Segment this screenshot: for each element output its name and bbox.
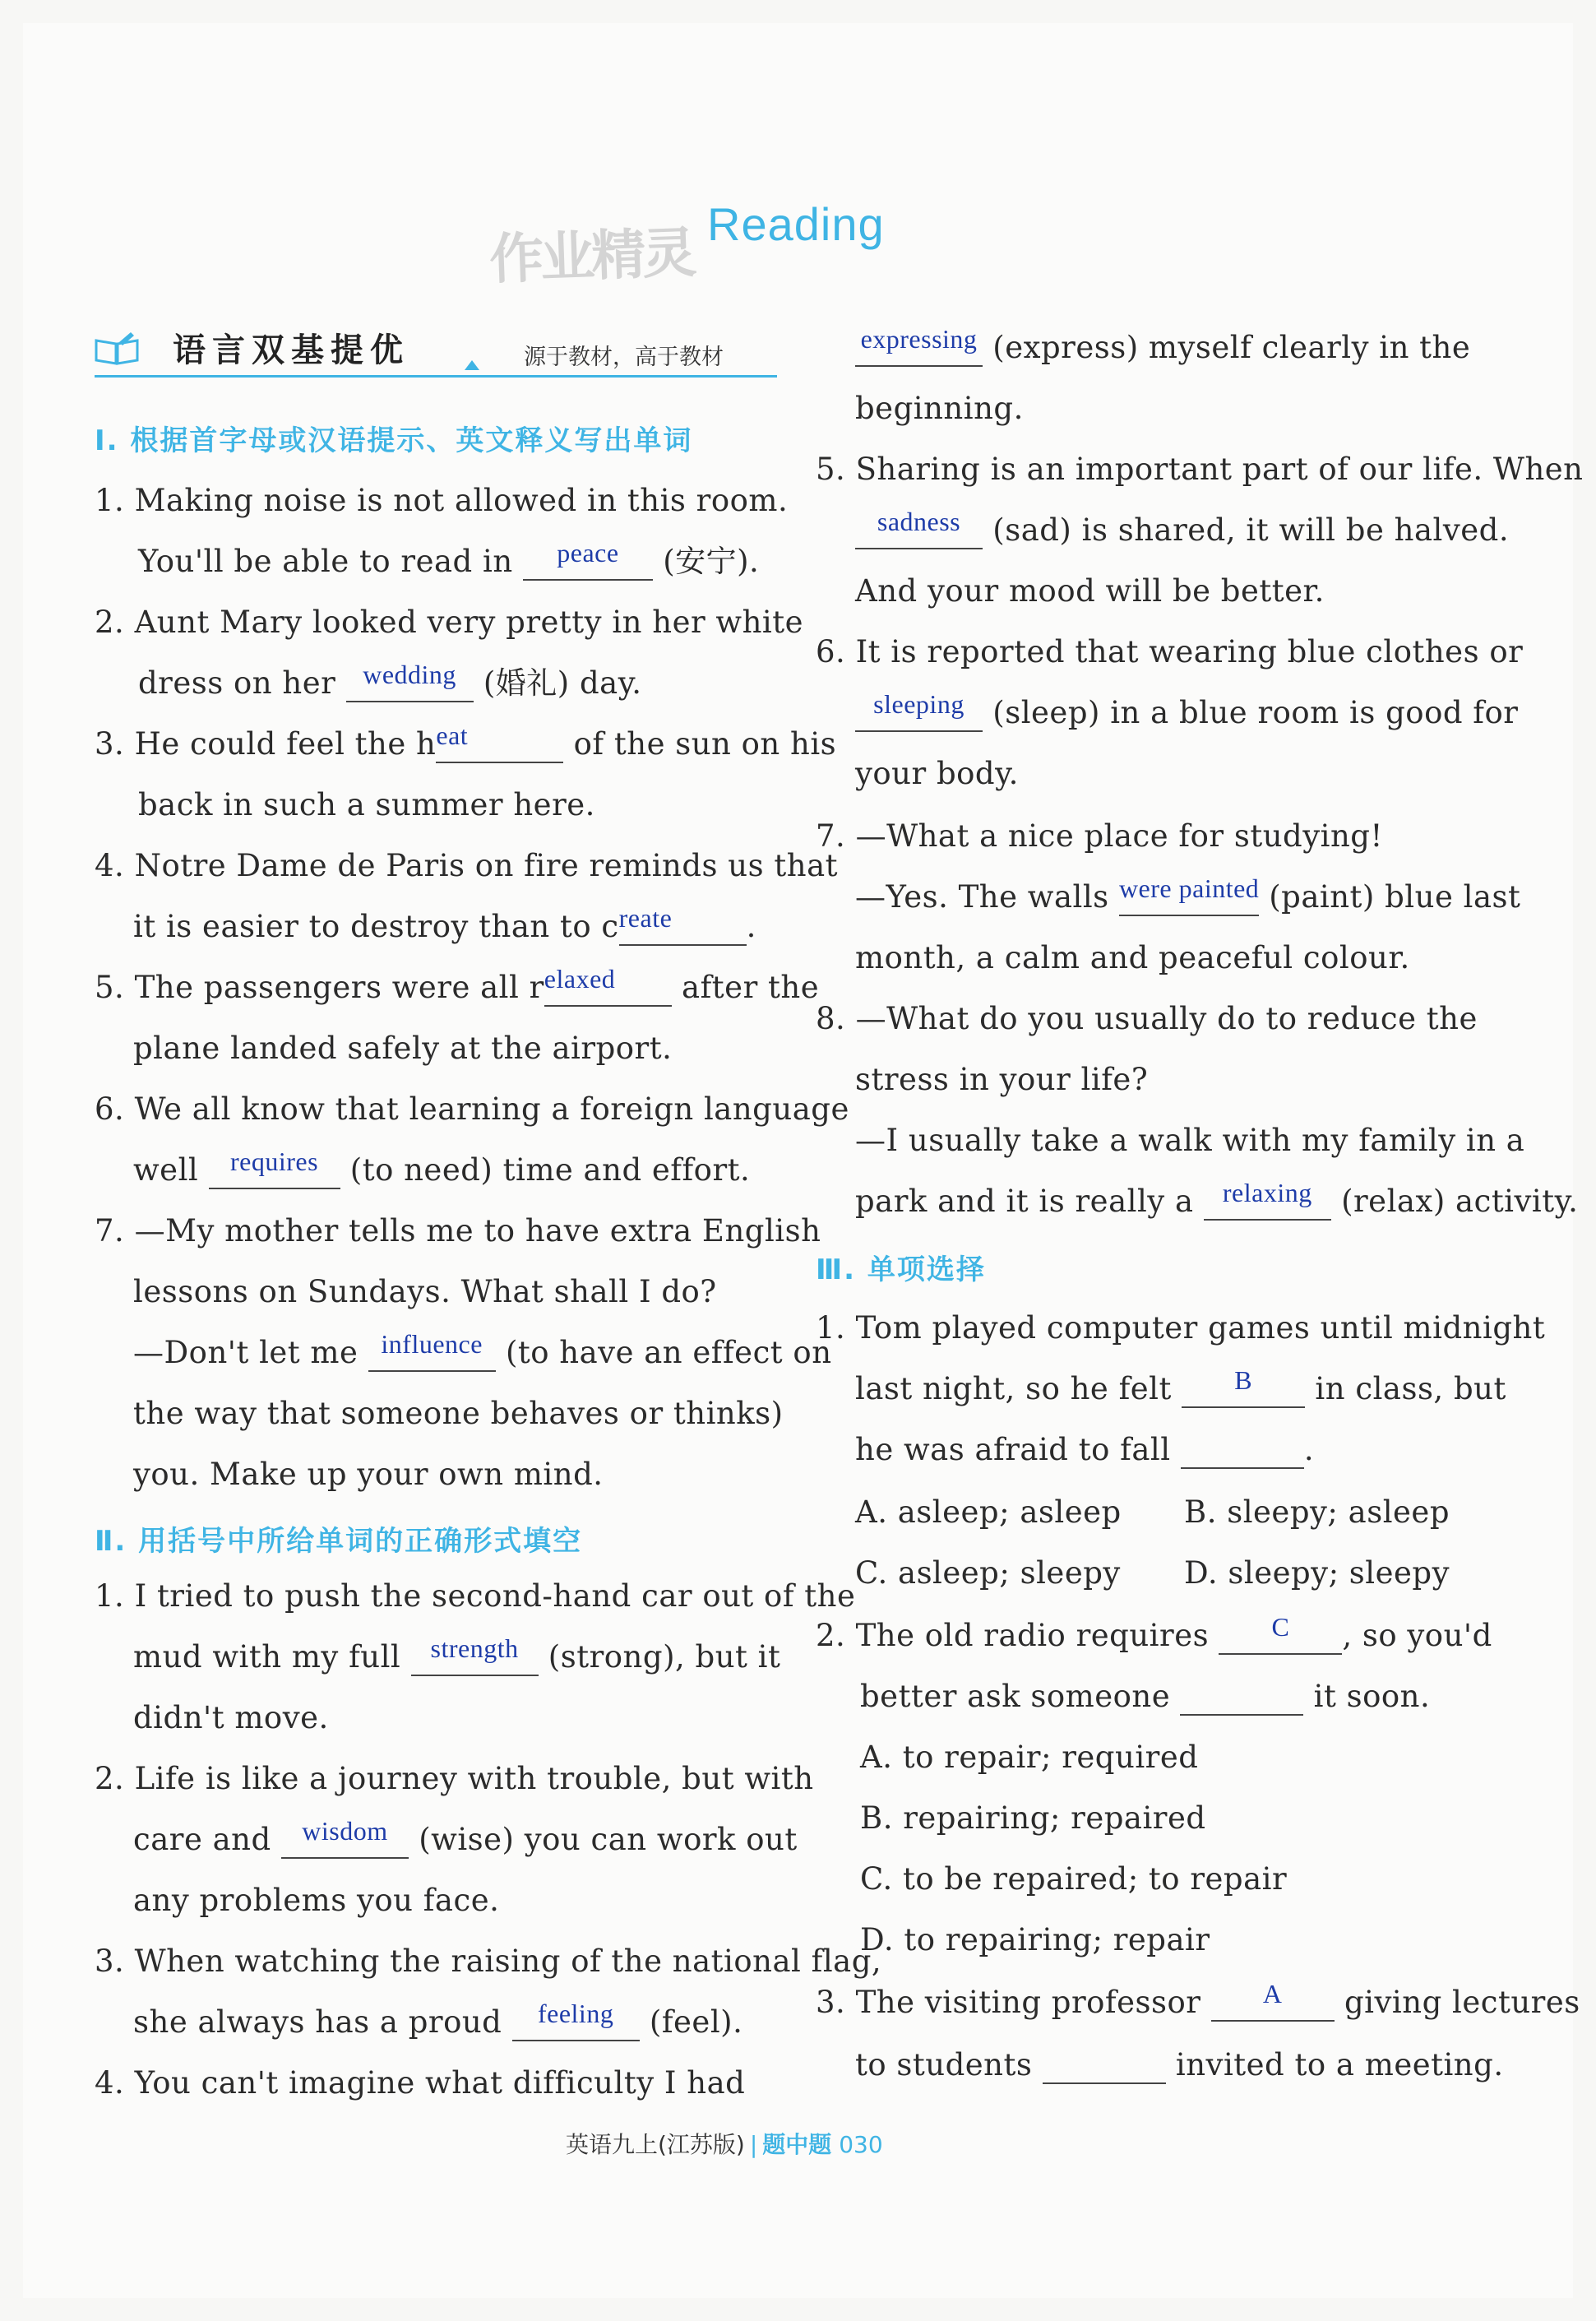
- p3q2-optC[interactable]: C. to be repaired; to repair: [860, 1861, 1288, 1897]
- p3q2-optB[interactable]: B. repairing; repaired: [860, 1800, 1206, 1836]
- p3q1-blank[interactable]: B: [1182, 1370, 1305, 1408]
- p3q2-blank2[interactable]: [1180, 1678, 1303, 1716]
- p2q3-line2: she always has a proud feeling (feel).: [133, 1999, 743, 2040]
- q7-line4: the way that someone behaves or thinks): [133, 1396, 784, 1431]
- q7-line1: 7. —My mother tells me to have extra English: [95, 1213, 821, 1249]
- p3q3-blank2[interactable]: [1043, 2046, 1166, 2084]
- p3q2-line2: better ask someone it soon.: [860, 1679, 1431, 1714]
- p2q8-blank[interactable]: relaxing: [1204, 1183, 1331, 1221]
- q7-line3: —Don't let me influence (to have an effect on: [133, 1329, 832, 1370]
- p3q1-blank2[interactable]: [1181, 1431, 1304, 1469]
- p3q3-line2: to students invited to a meeting.: [855, 2047, 1504, 2082]
- p2q7-line3: month, a calm and peaceful colour.: [855, 940, 1410, 975]
- q4-blank[interactable]: reate: [619, 908, 747, 946]
- p3q3-blank[interactable]: A: [1211, 1984, 1335, 2022]
- section-bar: [95, 322, 777, 378]
- p2q8-line2: stress in your life?: [855, 1062, 1149, 1097]
- section-title: 语言双基提优: [173, 331, 409, 369]
- p2q6-line3: your body.: [855, 756, 1019, 791]
- footer-book: 英语九上(江苏版): [566, 2131, 745, 2158]
- triangle-icon: [465, 360, 479, 370]
- p2q5-line2: sadness (sad) is shared, it will be halved.: [855, 512, 1509, 549]
- p2q5-blank[interactable]: sadness: [855, 512, 983, 549]
- q5-blank[interactable]: elaxed: [544, 969, 672, 1007]
- q6-line1: 6. We all know that learning a foreign language: [95, 1091, 849, 1127]
- footer-separator: |: [749, 2131, 758, 2158]
- p2q2-line2: care and wisdom (wise) you can work out: [133, 1816, 798, 1857]
- p3q1-line2: last night, so he felt B in class, but: [855, 1365, 1506, 1406]
- p2q1-line3: didn't move.: [133, 1700, 329, 1735]
- page-number: 030: [839, 2131, 883, 2158]
- q6-blank[interactable]: requires: [209, 1151, 340, 1189]
- q7-line2: lessons on Sundays. What shall I do?: [133, 1274, 717, 1309]
- part3-heading: Ⅲ. 单项选择: [816, 1253, 986, 1286]
- p2q4-line2: expressing (express) myself clearly in the: [855, 329, 1470, 367]
- q7-blank[interactable]: influence: [368, 1334, 496, 1372]
- part1-heading: Ⅰ. 根据首字母或汉语提示、英文释义写出单词: [95, 424, 693, 457]
- q5-line1: 5. The passengers were all relaxed after the: [95, 964, 820, 1005]
- book-icon: [95, 332, 139, 365]
- p2q7-blank[interactable]: were painted: [1119, 878, 1259, 916]
- p3q2-blank[interactable]: C: [1219, 1617, 1342, 1655]
- p3q1-optA[interactable]: A. asleep; asleep: [855, 1494, 1122, 1530]
- p2q4-line3: beginning.: [855, 391, 1024, 426]
- q1-line2: You'll be able to read in peace (安宁).: [138, 538, 760, 579]
- p2q3-line1: 3. When watching the raising of the national flag,: [95, 1943, 882, 1979]
- p3q1-line3: he was afraid to fall .: [855, 1432, 1315, 1467]
- q4-line2: it is easier to destroy than to create .: [133, 903, 756, 944]
- q7-line5: you. Make up your own mind.: [133, 1457, 604, 1492]
- footer-series: 题中题: [762, 2131, 832, 2158]
- p2q6-line2: sleeping (sleep) in a blue room is good for: [855, 694, 1518, 732]
- q5-line2: plane landed safely at the airport.: [133, 1031, 673, 1066]
- section-subtitle: 源于教材，高于教材: [524, 345, 724, 370]
- p3q3-line1: 3. The visiting professor A giving lectures: [816, 1979, 1580, 2020]
- p2q2-blank[interactable]: wisdom: [281, 1821, 409, 1859]
- q2-blank[interactable]: wedding: [346, 665, 474, 702]
- p3q1-optC[interactable]: C. asleep; sleepy: [855, 1555, 1121, 1591]
- q1-line1: 1. Making noise is not allowed in this room.: [95, 483, 789, 518]
- p2q1-line2: mud with my full strength (strong), but it: [133, 1633, 781, 1675]
- p3q1-line1: 1. Tom played computer games until midnight: [816, 1310, 1546, 1346]
- p2q1-blank[interactable]: strength: [411, 1638, 539, 1676]
- p2q7-line1: 7. —What a nice place for studying!: [816, 818, 1383, 854]
- p3q2-line1: 2. The old radio requires C , so you'd: [816, 1612, 1492, 1653]
- part2-heading: Ⅱ. 用括号中所给单词的正确形式填空: [95, 1525, 583, 1558]
- q6-line2: well requires (to need) time and effort.: [133, 1147, 751, 1188]
- p2q2-line1: 2. Life is like a journey with trouble, but with: [95, 1761, 814, 1796]
- p2q2-line3: any problems you face.: [133, 1883, 500, 1918]
- p2q8-line1: 8. —What do you usually do to reduce the: [816, 1001, 1478, 1036]
- q4-line1: 4. Notre Dame de Paris on fire reminds us that: [95, 848, 839, 883]
- p2q8-line4: park and it is really a relaxing (relax) activity.: [855, 1178, 1579, 1219]
- p2q3-blank[interactable]: feeling: [512, 2004, 640, 2041]
- q1-blank[interactable]: peace: [523, 543, 653, 581]
- p2q5-line3: And your mood will be better.: [855, 573, 1325, 609]
- watermark: 作业精灵: [488, 220, 695, 292]
- q2-line2: dress on her wedding (婚礼) day.: [138, 660, 642, 701]
- p3q2-optD[interactable]: D. to repairing; repair: [860, 1922, 1210, 1957]
- p3q1-optD[interactable]: D. sleepy; sleepy: [1184, 1555, 1450, 1591]
- q2-line1: 2. Aunt Mary looked very pretty in her white: [95, 605, 804, 640]
- p2q6-blank[interactable]: sleeping: [855, 694, 983, 732]
- p2q1-line1: 1. I tried to push the second-hand car out of the: [95, 1578, 856, 1614]
- p2q4-blank[interactable]: expressing: [855, 329, 983, 367]
- page-footer: [566, 2127, 883, 2160]
- p2q6-line1: 6. It is reported that wearing blue clothes or: [816, 634, 1524, 669]
- p2q7-line2: —Yes. The walls were painted (paint) blue last: [855, 873, 1521, 915]
- q3-line1: 3. He could feel the heat of the sun on his: [95, 720, 837, 762]
- q3-line2: back in such a summer here.: [138, 787, 595, 822]
- p3q2-optA[interactable]: A. to repair; required: [860, 1740, 1199, 1775]
- p2q8-line3: —I usually take a walk with my family in a: [855, 1123, 1525, 1158]
- p3q1-optB[interactable]: B. sleepy; asleep: [1184, 1494, 1450, 1530]
- p2q4-line1: 4. You can't imagine what difficulty I had: [95, 2065, 746, 2101]
- page-title: Reading: [707, 198, 885, 250]
- p2q5-line1: 5. Sharing is an important part of our life. When: [816, 452, 1584, 487]
- q3-blank[interactable]: eat: [436, 725, 563, 763]
